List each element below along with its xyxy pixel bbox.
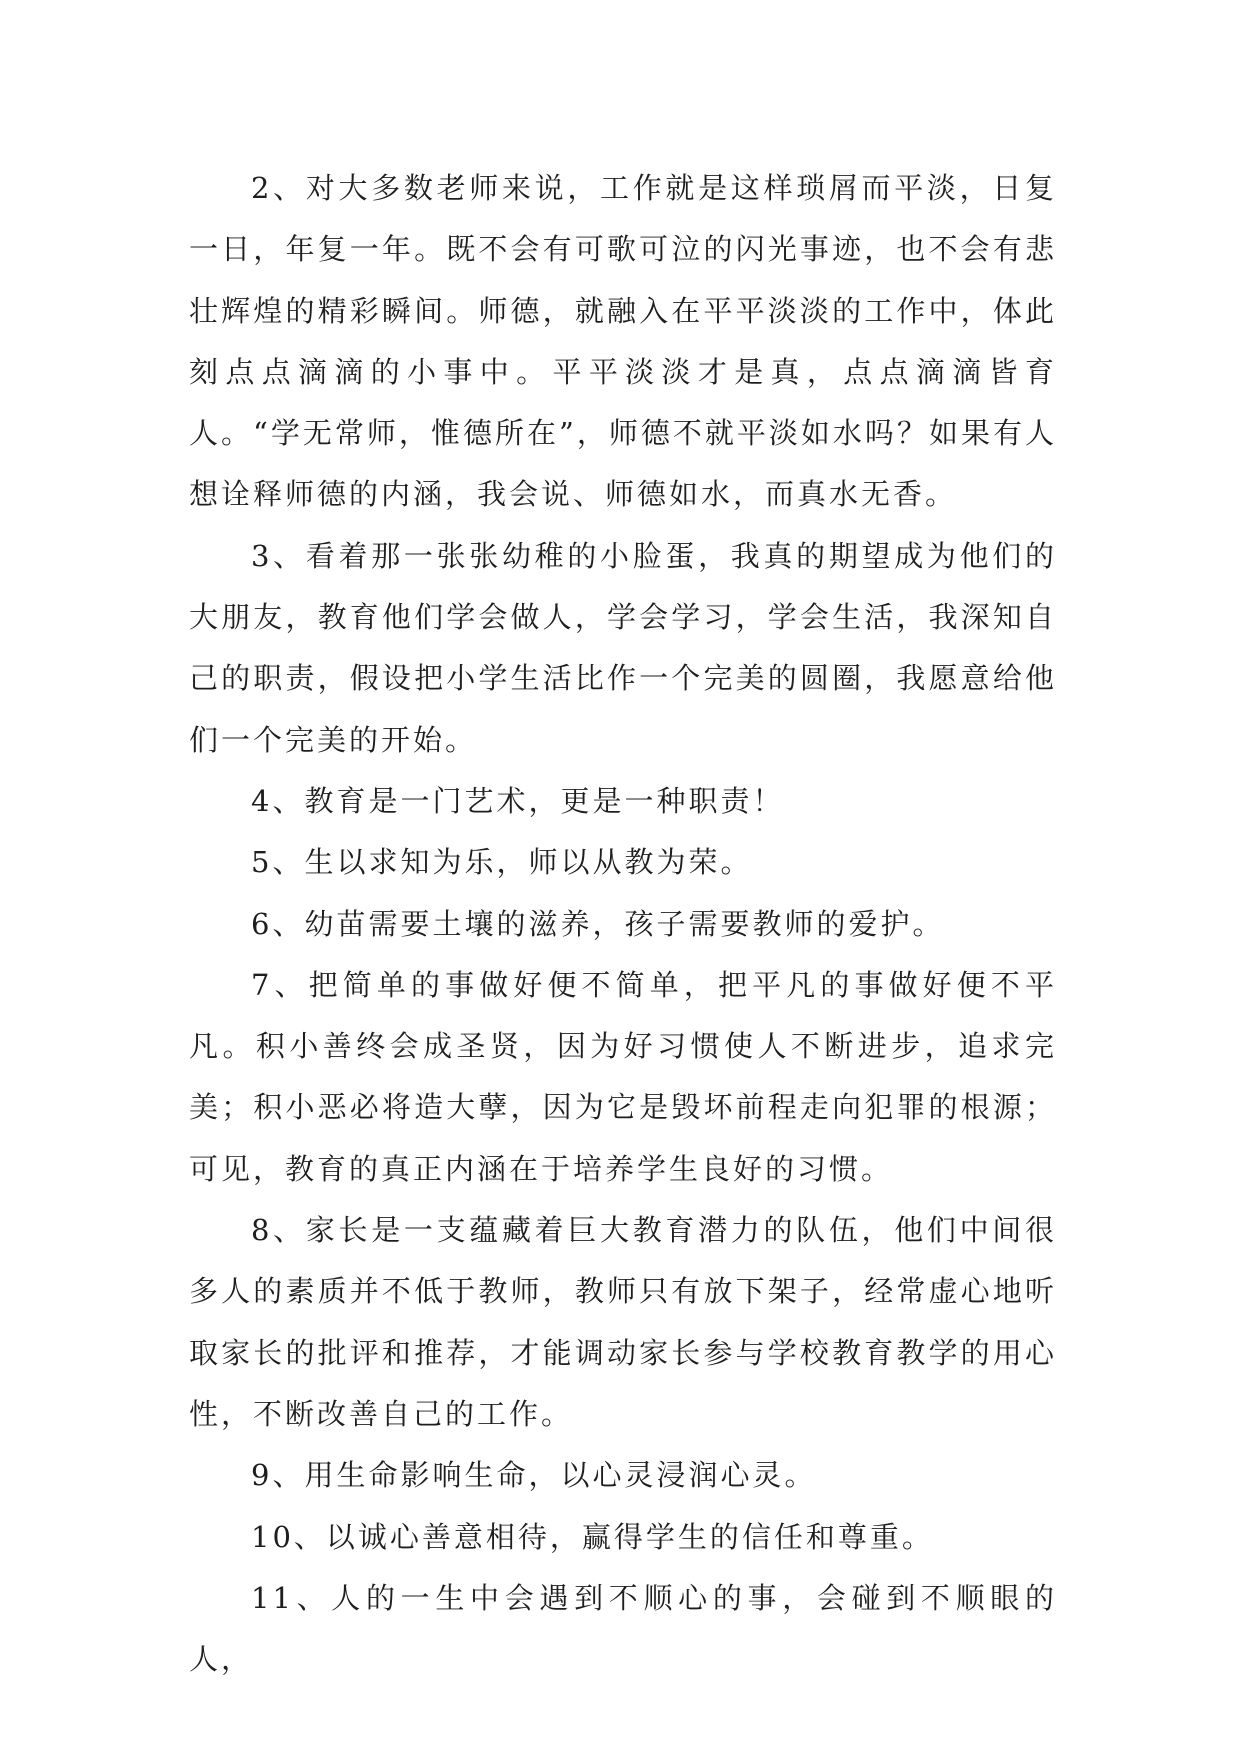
paragraph-11: 11、人的一生中会遇到不顺心的事，会碰到不顺眼的人，	[189, 1580, 1057, 1677]
paragraph-8: 8、家长是一支蕴藏着巨大教育潜力的队伍，他们中间很多人的素质并不低于教师，教师只有放下架子，经常虚心地听取家长的批评和推荐，才能调动家长参与学校教育教学的用心性，不断改善自己的工作。	[189, 1213, 1057, 1431]
document-body	[189, 158, 1057, 1690]
paragraph-7: 7、把简单的事做好便不简单，把平凡的事做好便不平凡。积小善终会成圣贤，因为好习惯使人不断进步，追求完美；积小恶必将造大孽，因为它是毁坏前程走向犯罪的根源；可见，教育的真正内涵在于培养学生良好的习惯。	[189, 967, 1057, 1186]
paragraph-2: 2、对大多数老师来说，工作就是这样琐屑而平淡，日复一日，年复一年。既不会有可歌可泣的闪光事迹，也不会有悲壮辉煌的精彩瞬间。师德，就融入在平平淡淡的工作中，体此刻点点滴滴的小事中。平平淡淡才是真，点点滴滴皆育人。“学无常师，惟德所在”，师德不就平淡如水吗？如果有人想诠释师德的内涵，我会说、师德如水，而真水无香。	[189, 171, 1057, 512]
paragraph-4: 4、教育是一门艺术，更是一种职责！	[251, 783, 785, 818]
paragraph-6: 6、幼苗需要土壤的滋养，孩子需要教师的爱护。	[251, 906, 945, 941]
paragraph-10: 10、以诚心善意相待，赢得学生的信任和尊重。	[251, 1519, 934, 1554]
paragraph-5: 5、生以求知为乐，师以从教为荣。	[251, 845, 753, 880]
paragraph-3: 3、看着那一张张幼稚的小脸蛋，我真的期望成为他们的大朋友，教育他们学会做人，学会学习，学会生活，我深知自己的职责，假设把小学生活比作一个完美的圆圈，我愿意给他们一个完美的开始。	[189, 538, 1057, 757]
paragraph-9: 9、用生命影响生命，以心灵浸润心灵。	[251, 1458, 817, 1493]
